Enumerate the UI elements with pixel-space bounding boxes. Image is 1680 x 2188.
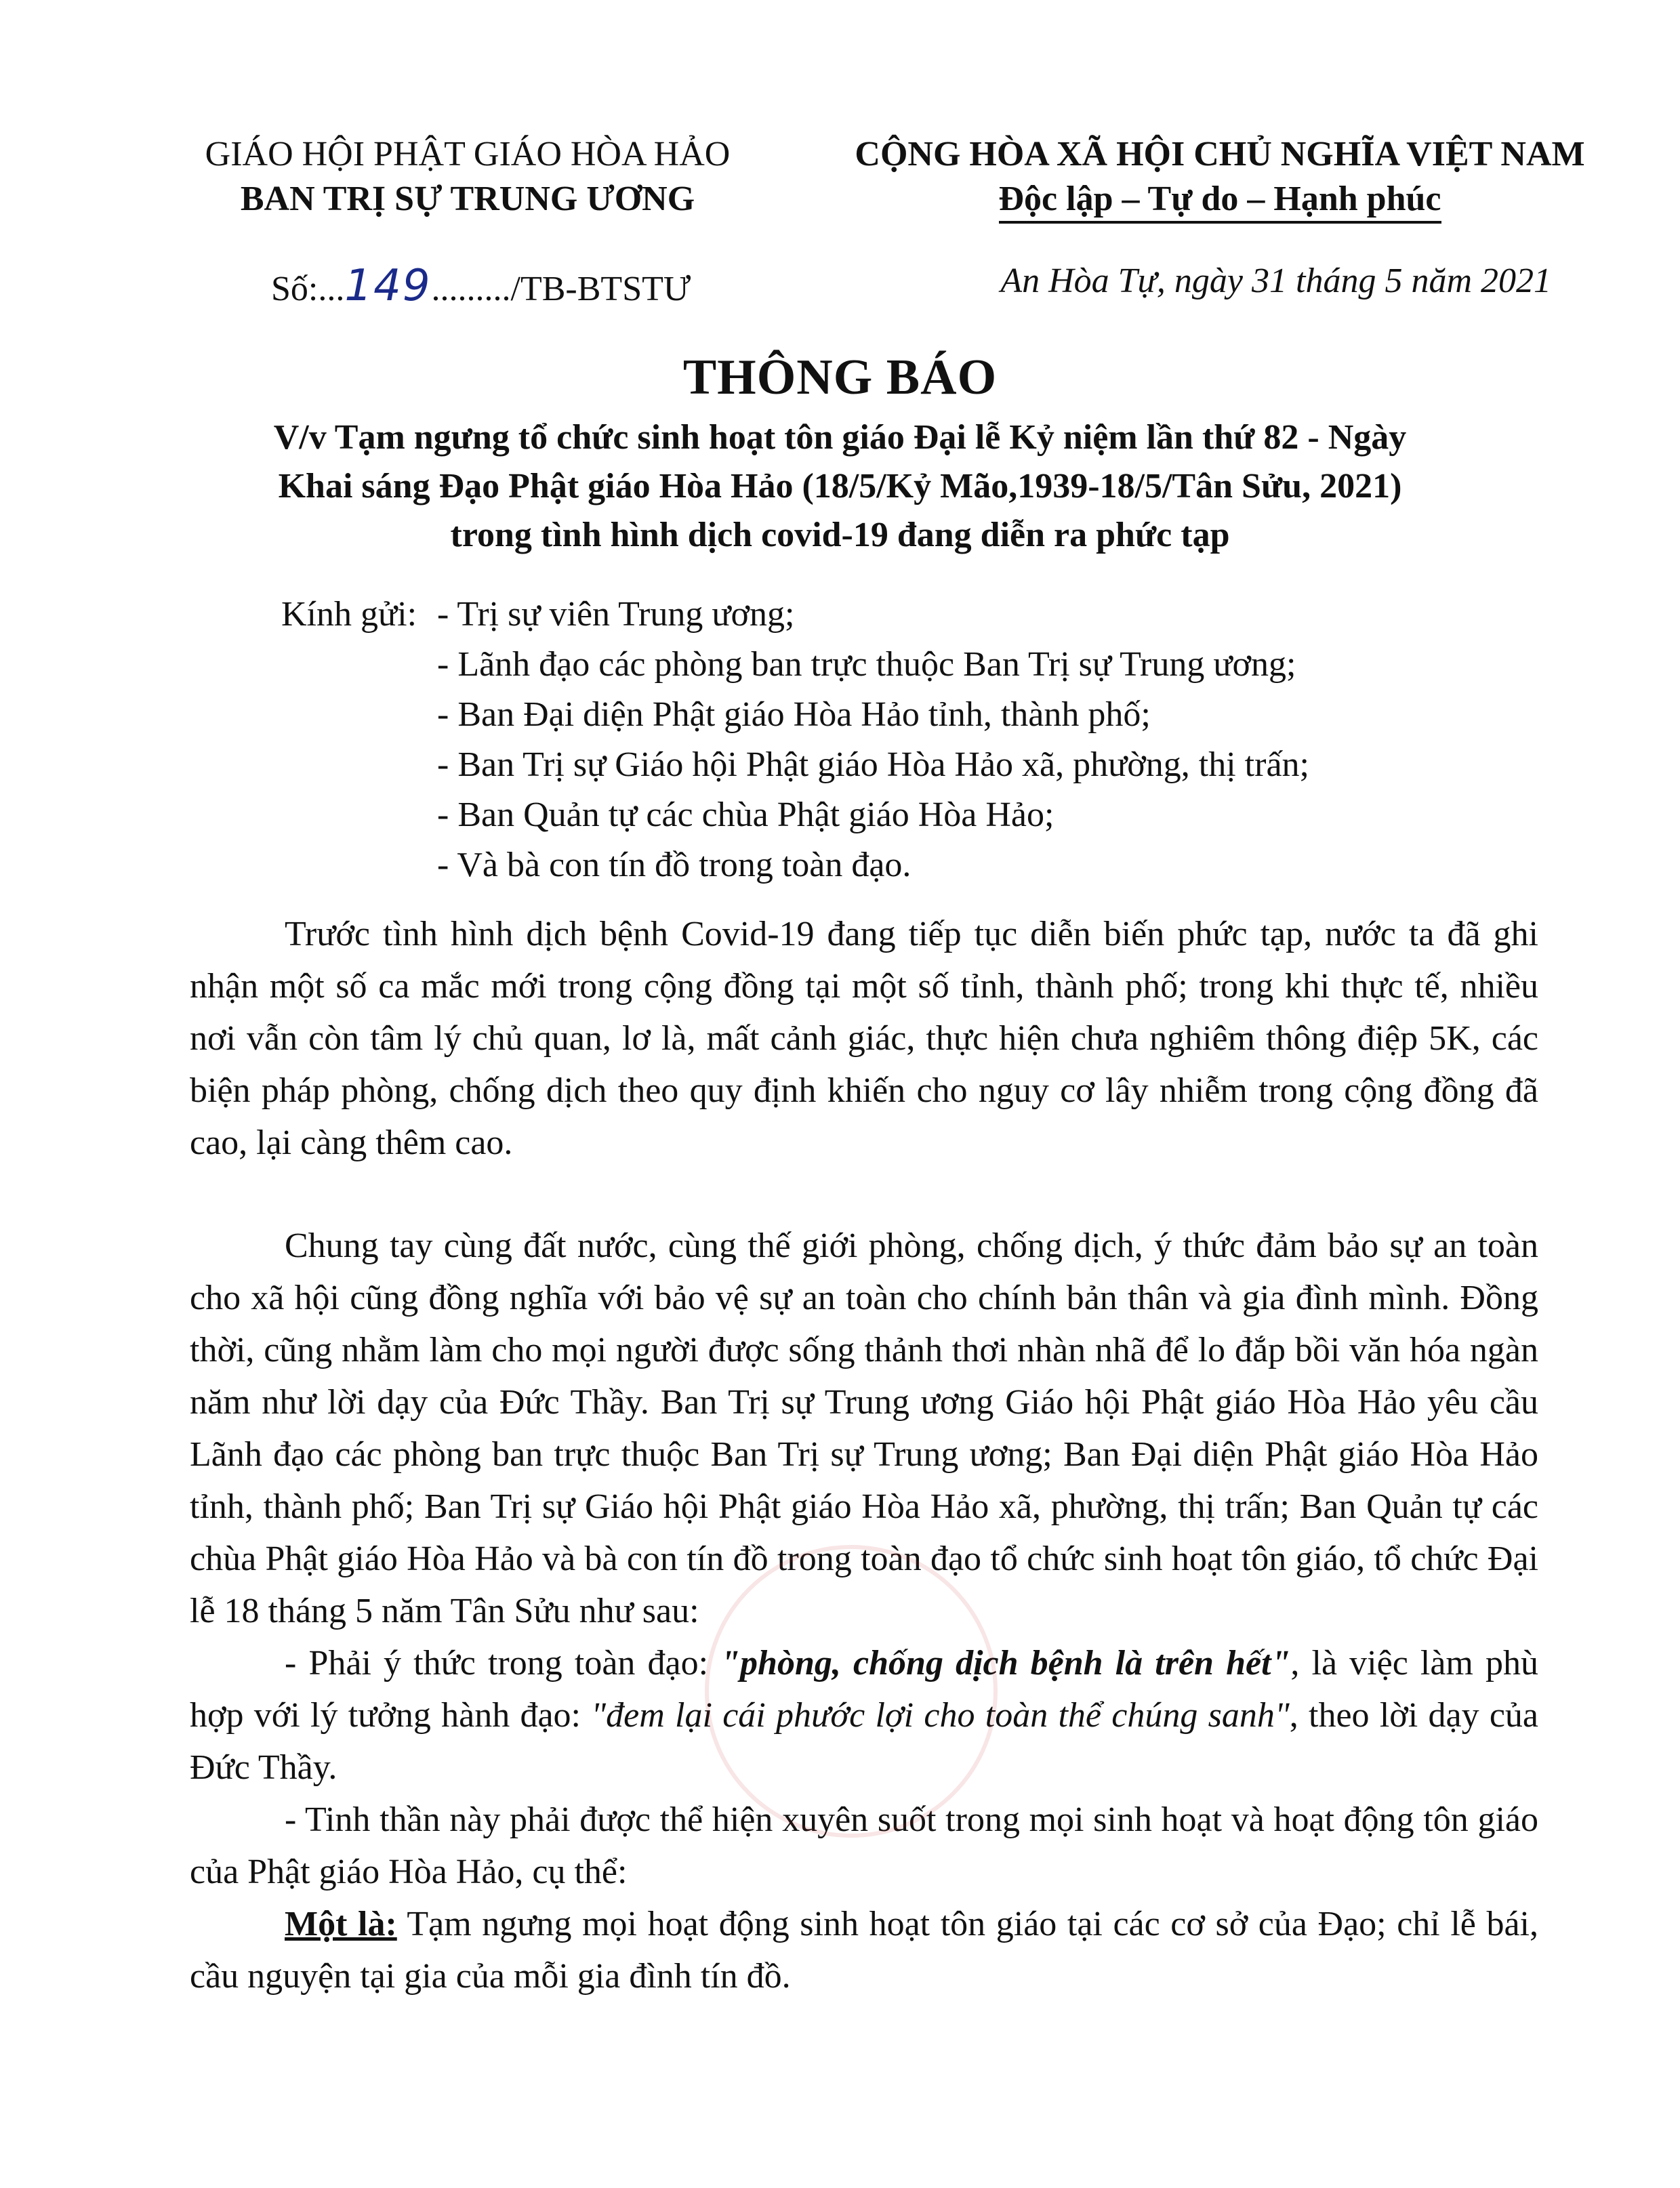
document-subject: V/v Tạm ngưng tổ chức sinh hoạt tôn giáo Đại lễ Kỷ niệm lần thứ 82 - Ngày Khai sáng Đạo Phật giáo Hòa Hảo (18/5/Kỷ Mão,1939-18/5/Tân Sửu, 2021) trong tình hình dịch covid-19 đang diễn ra phức tạp (273, 418, 1407, 554)
body-paragraph-2: Chung tay cùng đất nước, cùng thế giới phòng, chống dịch, ý thức đảm bảo sự an toàn cho xã hội cũng đồng nghĩa với bảo vệ sự an toàn cho chính bản thân và gia đình mình. Đồng thời, cũng nhằm làm cho mọi người được sống thảnh thơi nhàn nhã để lo đắp bồi văn hóa ngàn năm như lời dạy của Đức Thầy. Ban Trị sự Trung ương Giáo hội Phật giáo Hòa Hảo yêu cầu Lãnh đạo các phòng ban trực thuộc Ban Trị sự Trung ương; Ban Đại diện Phật giáo Hòa Hảo tỉnh, thành phố; Ban Trị sự Giáo hội Phật giáo Hòa Hảo xã, phường, thị trấn; Ban Quản tự các chùa Phật giáo Hòa Hảo và bà con tín đồ trong toàn đạo tổ chức sinh hoạt tôn giáo, tổ chức Đại lễ 18 tháng 5 năm Tân Sửu như sau: (190, 1226, 1538, 1630)
document-number: Số:...149........./TB-BTSTƯ (271, 261, 691, 311)
recipient-item: - Ban Quản tự các chùa Phật giáo Hòa Hảo; (437, 796, 1054, 834)
issuing-organization (156, 132, 779, 222)
quote-prevention: "phòng, chống dịch bệnh là trên hết" (720, 1644, 1291, 1683)
country-name: CỘNG HÒA XÃ HỘI CHỦ NGHĨA VIỆT NAM (855, 135, 1585, 173)
faint-seal-bleedthrough (705, 1545, 998, 1838)
recipient-item: - Ban Trị sự Giáo hội Phật giáo Hòa Hảo xã, phường, thị trấn; (437, 745, 1309, 784)
national-heading (806, 132, 1633, 224)
point-one: Một là: Tạm ngưng mọi hoạt động sinh hoạt tôn giáo tại các cơ sở của Đạo; chỉ lễ bái, cầu nguyện tại gia của mỗi gia đình tín đồ. (190, 1905, 1538, 1996)
document-title: THÔNG BÁO (682, 350, 998, 405)
recipient-item: - Trị sự viên Trung ương; (437, 595, 795, 634)
recipient-item: - Và bà con tín đồ trong toàn đạo. (437, 846, 911, 884)
quote-benefit: "đem lại cái phước lợi cho toàn thể chúng sanh" (591, 1696, 1290, 1735)
place-date: An Hòa Tự, ngày 31 tháng 5 năm 2021 (1000, 262, 1551, 300)
point-one-label: Một là: (285, 1905, 397, 1943)
recipients-label: Kính gửi: (281, 595, 417, 634)
handwritten-number: 149 (344, 261, 432, 311)
org-name: GIÁO HỘI PHẬT GIÁO HÒA HẢO (205, 135, 731, 173)
recipient-item: - Ban Đại diện Phật giáo Hòa Hảo tỉnh, thành phố; (437, 695, 1151, 734)
body-paragraph-1: Trước tình hình dịch bệnh Covid-19 đang tiếp tục diễn biến phức tạp, nước ta đã ghi nhận một số ca mắc mới trong cộng đồng tại một số tỉnh, thành phố; trong khi thực tế, nhiều nơi vẫn còn tâm lý chủ quan, lơ là, mất cảnh giác, thực hiện chưa nghiêm thông điệp 5K, các biện pháp phòng, chống dịch theo quy định khiến cho nguy cơ lây nhiễm trong cộng đồng đã cao, lại càng thêm cao. (190, 915, 1538, 1162)
bullet-spirit: - Tinh thần này phải được thể hiện xuyên suốt trong mọi sinh hoạt và hoạt động tôn giáo của Phật giáo Hòa Hảo, cụ thể: (190, 1800, 1538, 1891)
recipient-item: - Lãnh đạo các phòng ban trực thuộc Ban Trị sự Trung ương; (437, 645, 1296, 684)
national-motto: Độc lập – Tự do – Hạnh phúc (999, 179, 1441, 224)
recipients-block (281, 590, 1309, 890)
bullet-awareness: - Phải ý thức trong toàn đạo: "phòng, chống dịch bệnh là trên hết", là việc làm phù hợp với lý tưởng hành đạo: "đem lại cái phước lợi cho toàn thể chúng sanh", theo lời dạy của Đức Thầy. (190, 1644, 1539, 1787)
org-department: BAN TRỊ SỰ TRUNG ƯƠNG (240, 180, 695, 218)
